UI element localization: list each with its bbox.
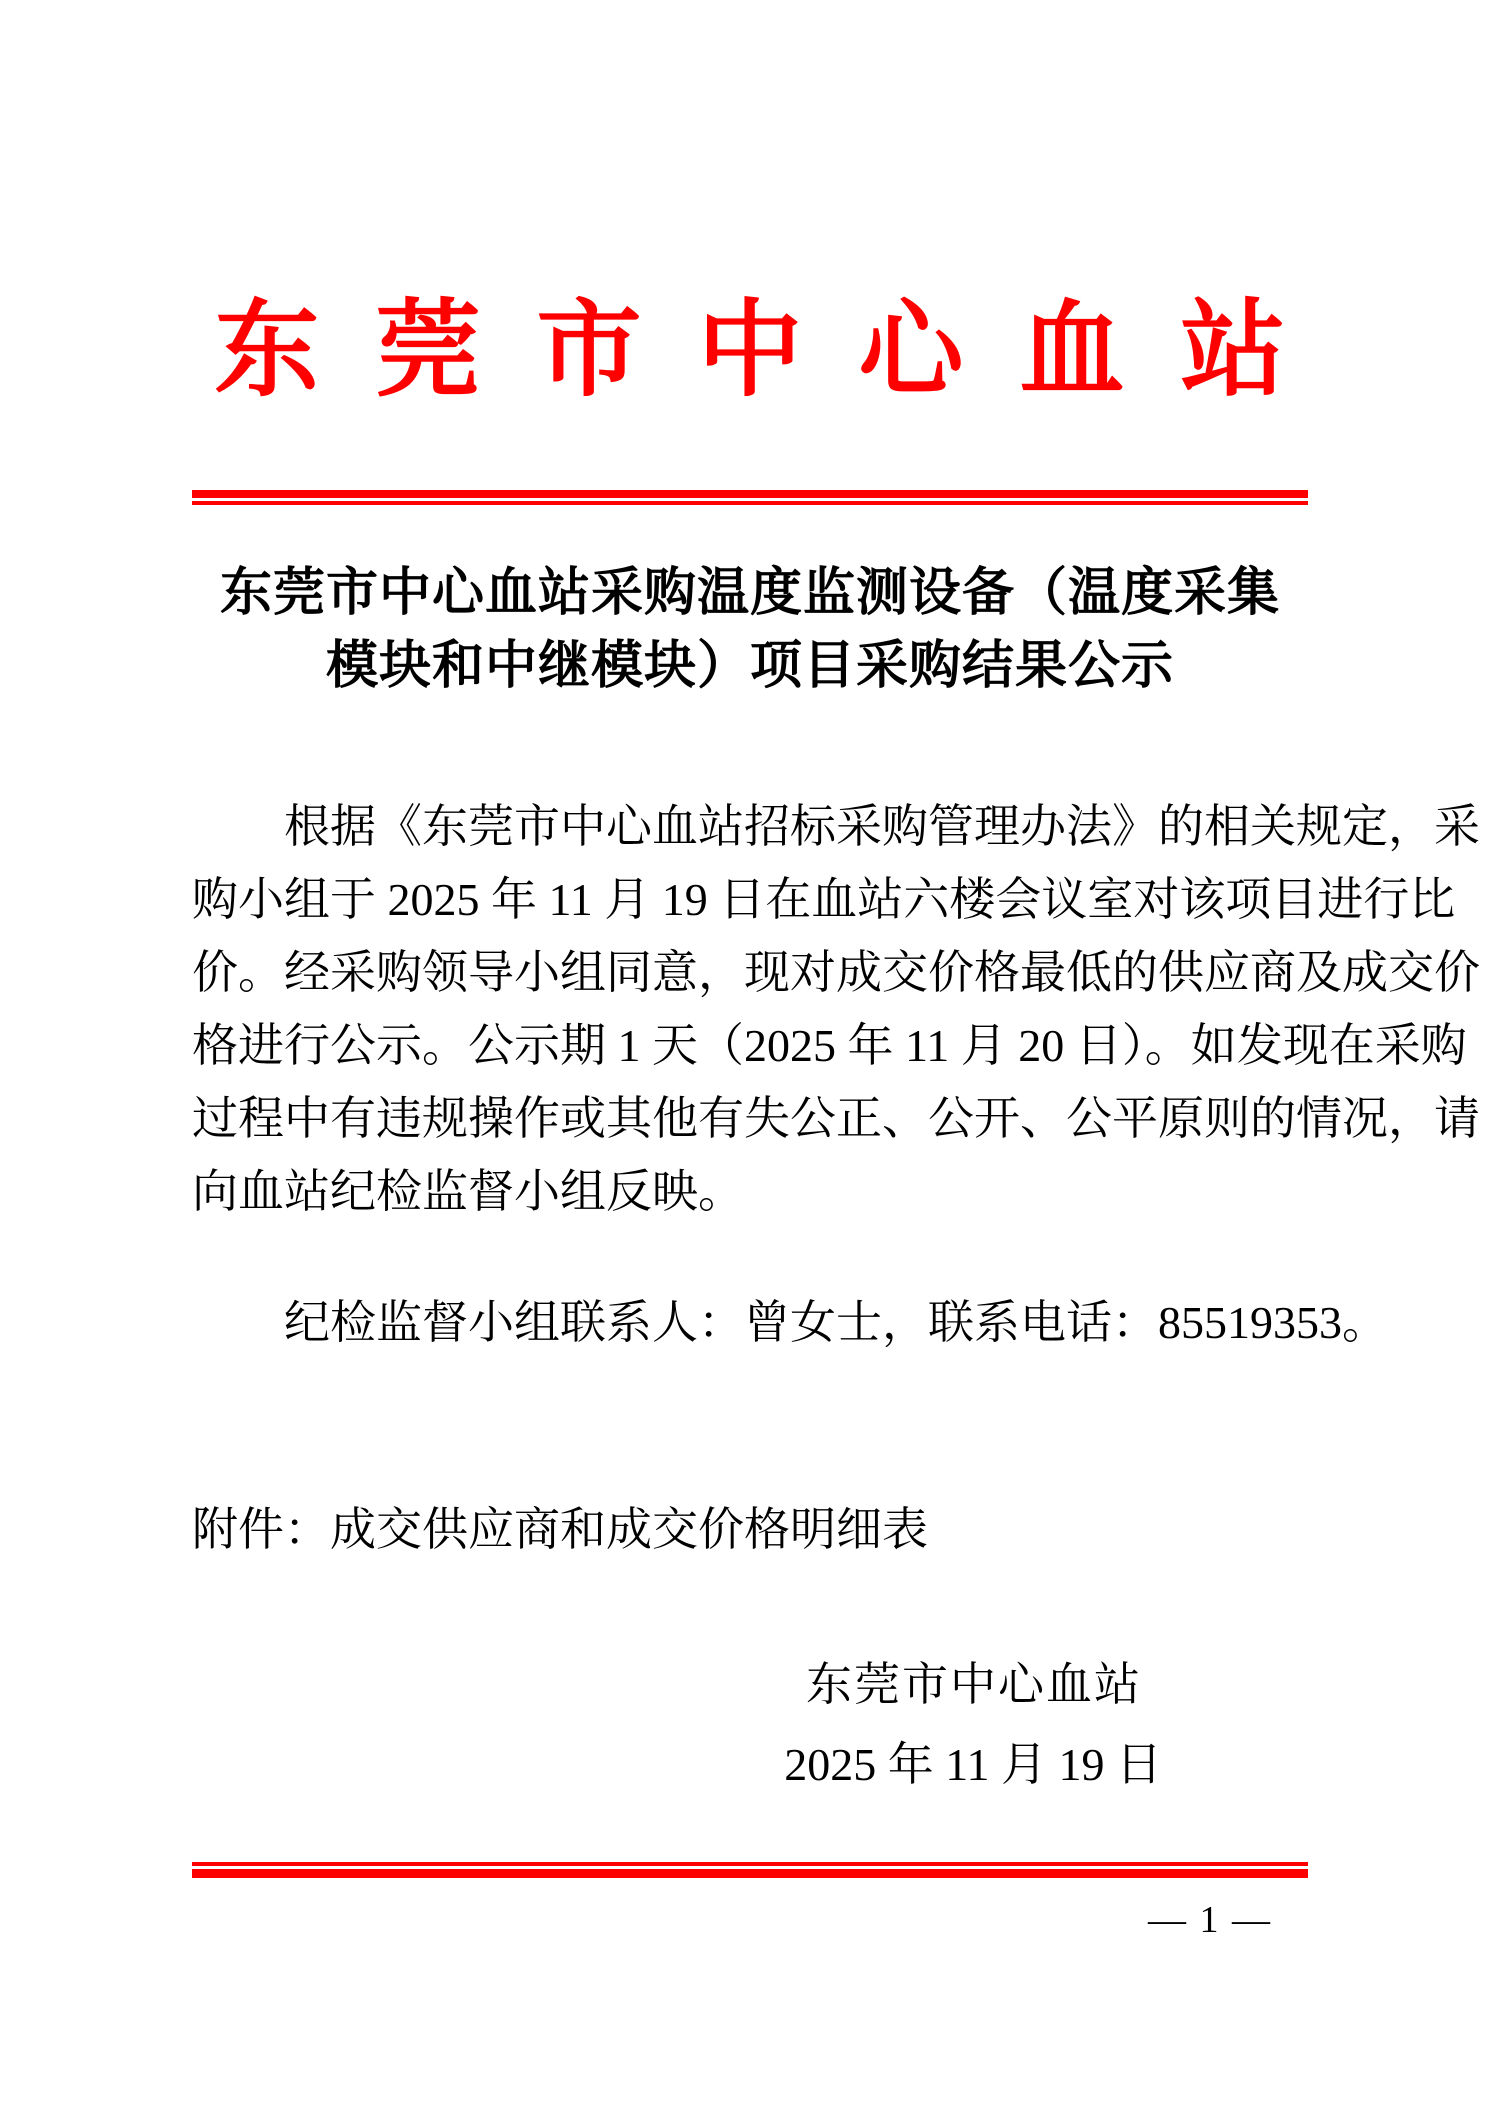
body-line: 格进行公示。公示期 1 天（2025 年 11 月 20 日）。如发现在采购 — [192, 1020, 1467, 1071]
supervision-contact-line: 纪检监督小组联系人：曾女士，联系电话：85519353。 — [284, 1297, 1388, 1348]
red-rule-top — [192, 490, 1308, 505]
red-rule-top-thin-bar — [192, 501, 1308, 505]
signature-date: 2025 年 11 月 19 日 — [784, 1739, 1162, 1790]
attachment-line: 附件：成交供应商和成交价格明细表 — [192, 1504, 928, 1555]
red-rule-bottom — [192, 1862, 1308, 1878]
body-line: 根据《东莞市中心血站招标采购管理办法》的相关规定，采 — [284, 801, 1480, 852]
body-paragraph — [192, 790, 1480, 1228]
body-line: 过程中有违规操作或其他有失公正、公开、公平原则的情况，请 — [192, 1093, 1480, 1144]
masthead-agency-name: 东莞市中心血站 — [214, 292, 1342, 409]
document-title-line-1: 东莞市中心血站采购温度监测设备（温度采集 — [219, 565, 1280, 622]
body-line: 价。经采购领导小组同意，现对成交价格最低的供应商及成交价 — [192, 947, 1480, 998]
body-line: 向血站纪检监督小组反映。 — [192, 1166, 744, 1217]
red-rule-bottom-thick-bar — [192, 1869, 1308, 1878]
document-title — [192, 557, 1308, 703]
page-number: — 1 — — [1148, 1899, 1272, 1941]
document-title-line-2: 模块和中继模块）项目采购结果公示 — [325, 638, 1174, 695]
red-rule-bottom-thin-bar — [192, 1862, 1308, 1866]
red-rule-top-thick-bar — [192, 490, 1308, 498]
body-line: 购小组于 2025 年 11 月 19 日在血站六楼会议室对该项目进行比 — [192, 874, 1456, 925]
signature-agency-name: 东莞市中心血站 — [806, 1659, 1142, 1710]
